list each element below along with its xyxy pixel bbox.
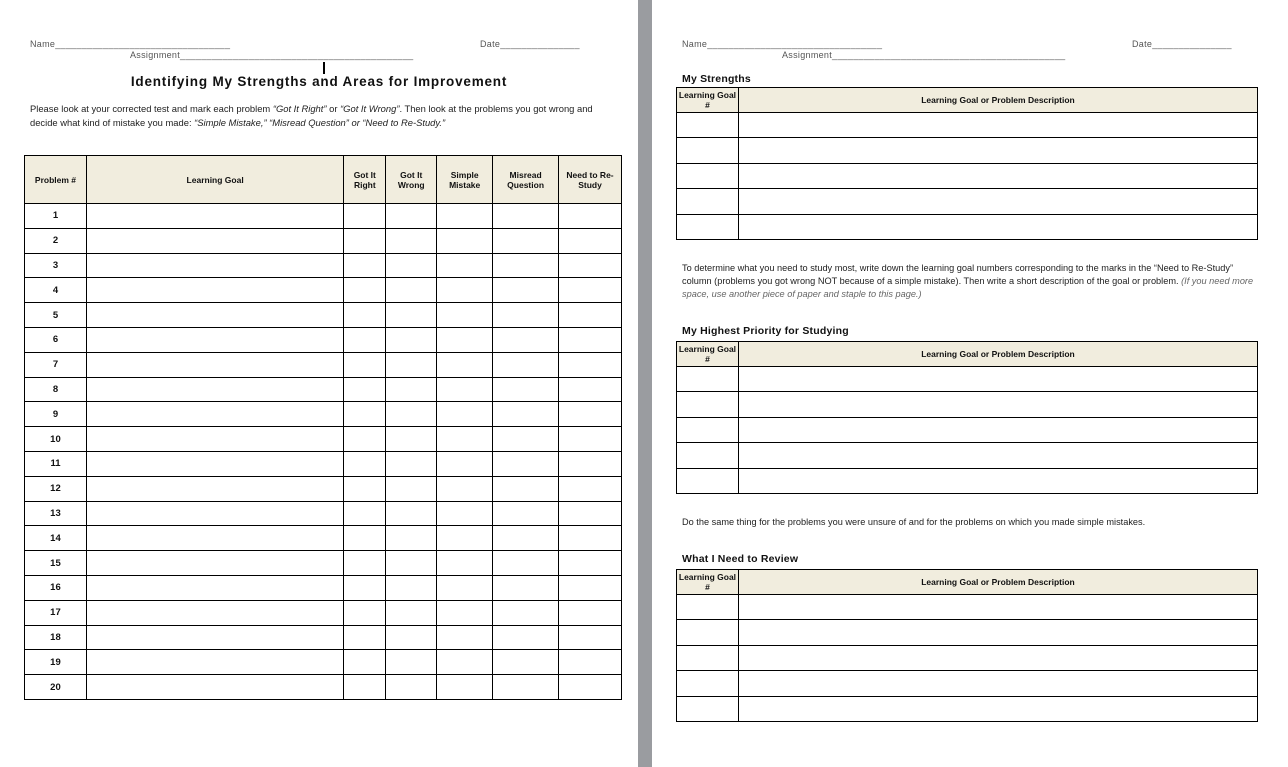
got-it-right-cell[interactable] xyxy=(344,625,386,650)
learning-goal-cell[interactable] xyxy=(86,377,343,402)
learning-goal-cell[interactable] xyxy=(86,675,343,700)
got-it-wrong-cell[interactable] xyxy=(386,451,437,476)
misread-question-cell[interactable] xyxy=(493,228,559,253)
header-got-it-right: Got It Right xyxy=(344,156,386,204)
got-it-wrong-cell[interactable] xyxy=(386,377,437,402)
simple-mistake-cell[interactable] xyxy=(437,253,493,278)
strengths-title: My Strengths xyxy=(682,73,751,85)
problem-row xyxy=(25,551,622,576)
learning-goal-cell[interactable] xyxy=(86,352,343,377)
need-to-re-study-cell[interactable] xyxy=(559,303,622,328)
simple-mistake-cell[interactable] xyxy=(437,303,493,328)
problem-number: 20 xyxy=(25,675,87,700)
header-simple-mistake: Simple Mistake xyxy=(437,156,493,204)
got-it-wrong-cell[interactable] xyxy=(386,402,437,427)
learning-goal-cell[interactable] xyxy=(86,278,343,303)
learning-goal-cell[interactable] xyxy=(86,501,343,526)
goal-number-cell[interactable] xyxy=(677,620,739,645)
got-it-wrong-cell[interactable] xyxy=(386,303,437,328)
goal-description-cell[interactable] xyxy=(738,138,1257,163)
problem-number: 5 xyxy=(25,303,87,328)
goal-number-cell[interactable] xyxy=(677,696,739,721)
got-it-right-cell[interactable] xyxy=(344,675,386,700)
problem-row xyxy=(25,501,622,526)
goal-number-cell[interactable] xyxy=(677,392,739,417)
problem-row xyxy=(25,278,622,303)
header-goal-description: Learning Goal or Problem Description xyxy=(738,342,1257,367)
goal-number-cell[interactable] xyxy=(677,113,739,138)
problem-number: 11 xyxy=(25,451,87,476)
table-row xyxy=(677,443,1258,468)
goal-description-cell[interactable] xyxy=(738,468,1257,493)
table-row xyxy=(677,214,1258,239)
problem-number: 15 xyxy=(25,551,87,576)
instructions: Please look at your corrected test and mark each problem “Got It Right” or “Got It Wrong”. Then look at the problems you got wrong and decide what kind of mistake you made: “Simple Mistake,” “Misread Question” or “Need to Re-Study.” xyxy=(30,103,593,128)
problem-table-header xyxy=(25,156,622,204)
need-to-re-study-cell[interactable] xyxy=(559,327,622,352)
simple-mistake-cell[interactable] xyxy=(437,526,493,551)
problem-row xyxy=(25,253,622,278)
review-table-header xyxy=(677,570,1258,595)
got-it-wrong-cell[interactable] xyxy=(386,427,437,452)
problem-row xyxy=(25,675,622,700)
strengths-table xyxy=(676,87,1258,240)
problem-number: 6 xyxy=(25,327,87,352)
header-problem-number: Problem # xyxy=(25,156,87,204)
problem-row xyxy=(25,377,622,402)
header-need-to-re-study: Need to Re-Study xyxy=(559,156,622,204)
header-misread-question: Misread Question xyxy=(493,156,559,204)
problem-row xyxy=(25,650,622,675)
got-it-right-cell[interactable] xyxy=(344,204,386,229)
problem-number: 1 xyxy=(25,204,87,229)
learning-goal-cell[interactable] xyxy=(86,650,343,675)
goal-number-cell[interactable] xyxy=(677,417,739,442)
need-to-re-study-cell[interactable] xyxy=(559,451,622,476)
got-it-right-cell[interactable] xyxy=(344,278,386,303)
goal-description-cell[interactable] xyxy=(738,392,1257,417)
simple-mistake-cell[interactable] xyxy=(437,278,493,303)
misread-question-cell[interactable] xyxy=(493,575,559,600)
misread-question-cell[interactable] xyxy=(493,551,559,576)
problem-row xyxy=(25,526,622,551)
table-row xyxy=(677,367,1258,392)
simple-mistake-cell[interactable] xyxy=(437,377,493,402)
simple-mistake-cell[interactable] xyxy=(437,427,493,452)
got-it-wrong-cell[interactable] xyxy=(386,526,437,551)
review-table xyxy=(676,569,1258,722)
got-it-wrong-cell[interactable] xyxy=(386,625,437,650)
need-to-re-study-cell[interactable] xyxy=(559,253,622,278)
goal-number-cell[interactable] xyxy=(677,189,739,214)
goal-number-cell[interactable] xyxy=(677,163,739,188)
got-it-wrong-cell[interactable] xyxy=(386,650,437,675)
misread-question-cell[interactable] xyxy=(493,625,559,650)
simple-mistake-cell[interactable] xyxy=(437,551,493,576)
header-learning-goal-number: Learning Goal # xyxy=(677,570,739,595)
table-row xyxy=(677,696,1258,721)
simple-mistake-cell[interactable] xyxy=(437,501,493,526)
need-to-re-study-cell[interactable] xyxy=(559,352,622,377)
problem-row xyxy=(25,327,622,352)
problem-number: 10 xyxy=(25,427,87,452)
misread-question-cell[interactable] xyxy=(493,600,559,625)
simple-mistake-cell[interactable] xyxy=(437,476,493,501)
simple-mistake-cell[interactable] xyxy=(437,675,493,700)
got-it-wrong-cell[interactable] xyxy=(386,352,437,377)
learning-goal-cell[interactable] xyxy=(86,600,343,625)
goal-description-cell[interactable] xyxy=(738,214,1257,239)
goal-description-cell[interactable] xyxy=(738,367,1257,392)
learning-goal-cell[interactable] xyxy=(86,427,343,452)
header-learning-goal: Learning Goal xyxy=(86,156,343,204)
table-row xyxy=(677,163,1258,188)
goal-description-cell[interactable] xyxy=(738,696,1257,721)
need-to-re-study-cell[interactable] xyxy=(559,526,622,551)
problem-number: 16 xyxy=(25,575,87,600)
goal-number-cell[interactable] xyxy=(677,468,739,493)
problem-row xyxy=(25,228,622,253)
misread-question-cell[interactable] xyxy=(493,327,559,352)
table-row xyxy=(677,671,1258,696)
problem-number: 7 xyxy=(25,352,87,377)
goal-number-cell[interactable] xyxy=(677,138,739,163)
simple-mistake-cell[interactable] xyxy=(437,451,493,476)
table-row xyxy=(677,417,1258,442)
problem-number: 3 xyxy=(25,253,87,278)
goal-description-cell[interactable] xyxy=(738,645,1257,670)
misread-question-cell[interactable] xyxy=(493,253,559,278)
got-it-wrong-cell[interactable] xyxy=(386,675,437,700)
header-learning-goal-number: Learning Goal # xyxy=(677,88,739,113)
date-field-label: Date_______________ xyxy=(1132,39,1232,49)
problem-row xyxy=(25,625,622,650)
priority-table-header xyxy=(677,342,1258,367)
misread-question-cell[interactable] xyxy=(493,427,559,452)
priority-table xyxy=(676,341,1258,494)
problem-number: 2 xyxy=(25,228,87,253)
got-it-right-cell[interactable] xyxy=(344,476,386,501)
simple-mistake-cell[interactable] xyxy=(437,650,493,675)
learning-goal-cell[interactable] xyxy=(86,204,343,229)
need-to-re-study-cell[interactable] xyxy=(559,204,622,229)
goal-description-cell[interactable] xyxy=(738,113,1257,138)
learning-goal-cell[interactable] xyxy=(86,327,343,352)
got-it-right-cell[interactable] xyxy=(344,427,386,452)
learning-goal-cell[interactable] xyxy=(86,253,343,278)
problem-row xyxy=(25,451,622,476)
misread-question-cell[interactable] xyxy=(493,526,559,551)
goal-number-cell[interactable] xyxy=(677,671,739,696)
goal-description-cell[interactable] xyxy=(738,595,1257,620)
problem-number: 9 xyxy=(25,402,87,427)
got-it-wrong-cell[interactable] xyxy=(386,476,437,501)
got-it-right-cell[interactable] xyxy=(344,526,386,551)
got-it-wrong-cell[interactable] xyxy=(386,600,437,625)
date-field-label: Date_______________ xyxy=(480,39,580,49)
misread-question-cell[interactable] xyxy=(493,303,559,328)
need-to-re-study-cell[interactable] xyxy=(559,427,622,452)
goal-number-cell[interactable] xyxy=(677,214,739,239)
simple-mistake-cell[interactable] xyxy=(437,625,493,650)
learning-goal-cell[interactable] xyxy=(86,625,343,650)
got-it-right-cell[interactable] xyxy=(344,650,386,675)
problem-row xyxy=(25,303,622,328)
learning-goal-cell[interactable] xyxy=(86,228,343,253)
simple-mistake-cell[interactable] xyxy=(437,352,493,377)
problem-number: 17 xyxy=(25,600,87,625)
instructions-paragraph-1: To determine what you need to study most, write down the learning goal numbers corresponding to the marks in the “Need to Re-Study” column (problems you got wrong NOT because of a simple mistake). Then write a short description of the goal or problem. (If you need more space, use another piece of paper and staple to this page.) xyxy=(682,263,1254,299)
need-to-re-study-cell[interactable] xyxy=(559,476,622,501)
header-goal-description: Learning Goal or Problem Description xyxy=(738,570,1257,595)
problem-row xyxy=(25,352,622,377)
problem-row xyxy=(25,427,622,452)
header-got-it-wrong: Got It Wrong xyxy=(386,156,437,204)
need-to-re-study-cell[interactable] xyxy=(559,600,622,625)
got-it-right-cell[interactable] xyxy=(344,451,386,476)
got-it-right-cell[interactable] xyxy=(344,228,386,253)
got-it-wrong-cell[interactable] xyxy=(386,228,437,253)
strengths-table-header xyxy=(677,88,1258,113)
page-title: Identifying My Strengths and Areas for Improvement xyxy=(130,74,508,89)
misread-question-cell[interactable] xyxy=(493,377,559,402)
assignment-field-label: Assignment____________________________________________ xyxy=(130,50,414,60)
right-page xyxy=(652,0,1288,767)
review-title: What I Need to Review xyxy=(682,553,799,565)
goal-description-cell[interactable] xyxy=(738,443,1257,468)
need-to-re-study-cell[interactable] xyxy=(559,501,622,526)
misread-question-cell[interactable] xyxy=(493,451,559,476)
got-it-right-cell[interactable] xyxy=(344,303,386,328)
problem-number: 12 xyxy=(25,476,87,501)
problem-number: 18 xyxy=(25,625,87,650)
priority-title: My Highest Priority for Studying xyxy=(682,325,849,337)
need-to-re-study-cell[interactable] xyxy=(559,551,622,576)
learning-goal-cell[interactable] xyxy=(86,402,343,427)
goal-number-cell[interactable] xyxy=(677,595,739,620)
got-it-wrong-cell[interactable] xyxy=(386,278,437,303)
misread-question-cell[interactable] xyxy=(493,675,559,700)
need-to-re-study-cell[interactable] xyxy=(559,402,622,427)
got-it-right-cell[interactable] xyxy=(344,253,386,278)
need-to-re-study-cell[interactable] xyxy=(559,675,622,700)
misread-question-cell[interactable] xyxy=(493,352,559,377)
got-it-right-cell[interactable] xyxy=(344,600,386,625)
misread-question-cell[interactable] xyxy=(493,402,559,427)
problem-number: 13 xyxy=(25,501,87,526)
misread-question-cell[interactable] xyxy=(493,501,559,526)
problem-row xyxy=(25,575,622,600)
got-it-right-cell[interactable] xyxy=(344,551,386,576)
left-page xyxy=(0,0,638,767)
goal-description-cell[interactable] xyxy=(738,163,1257,188)
problem-number: 19 xyxy=(25,650,87,675)
misread-question-cell[interactable] xyxy=(493,476,559,501)
simple-mistake-cell[interactable] xyxy=(437,575,493,600)
got-it-right-cell[interactable] xyxy=(344,377,386,402)
simple-mistake-cell[interactable] xyxy=(437,204,493,229)
goal-description-cell[interactable] xyxy=(738,189,1257,214)
need-to-re-study-cell[interactable] xyxy=(559,278,622,303)
problem-number: 4 xyxy=(25,278,87,303)
problem-row xyxy=(25,402,622,427)
got-it-right-cell[interactable] xyxy=(344,327,386,352)
problem-number: 8 xyxy=(25,377,87,402)
text-cursor xyxy=(323,62,325,74)
goal-description-cell[interactable] xyxy=(738,620,1257,645)
simple-mistake-cell[interactable] xyxy=(437,327,493,352)
problem-row xyxy=(25,204,622,229)
learning-goal-cell[interactable] xyxy=(86,526,343,551)
name-field-label: Name_________________________________ xyxy=(682,39,883,49)
learning-goal-cell[interactable] xyxy=(86,451,343,476)
goal-number-cell[interactable] xyxy=(677,443,739,468)
got-it-wrong-cell[interactable] xyxy=(386,575,437,600)
table-row xyxy=(677,138,1258,163)
got-it-wrong-cell[interactable] xyxy=(386,204,437,229)
page-gutter xyxy=(638,0,652,767)
misread-question-cell[interactable] xyxy=(493,204,559,229)
goal-number-cell[interactable] xyxy=(677,645,739,670)
problem-row xyxy=(25,600,622,625)
table-row xyxy=(677,189,1258,214)
got-it-wrong-cell[interactable] xyxy=(386,327,437,352)
misread-question-cell[interactable] xyxy=(493,278,559,303)
table-row xyxy=(677,595,1258,620)
got-it-right-cell[interactable] xyxy=(344,352,386,377)
got-it-wrong-cell[interactable] xyxy=(386,501,437,526)
header-learning-goal-number: Learning Goal # xyxy=(677,342,739,367)
simple-mistake-cell[interactable] xyxy=(437,600,493,625)
problem-table xyxy=(24,155,622,700)
learning-goal-cell[interactable] xyxy=(86,551,343,576)
problem-number: 14 xyxy=(25,526,87,551)
header-goal-description: Learning Goal or Problem Description xyxy=(738,88,1257,113)
goal-number-cell[interactable] xyxy=(677,367,739,392)
assignment-field-label: Assignment____________________________________________ xyxy=(782,50,1066,60)
need-to-re-study-cell[interactable] xyxy=(559,377,622,402)
table-row xyxy=(677,645,1258,670)
got-it-right-cell[interactable] xyxy=(344,402,386,427)
misread-question-cell[interactable] xyxy=(493,650,559,675)
need-to-re-study-cell[interactable] xyxy=(559,228,622,253)
need-to-re-study-cell[interactable] xyxy=(559,625,622,650)
table-row xyxy=(677,392,1258,417)
got-it-wrong-cell[interactable] xyxy=(386,551,437,576)
goal-description-cell[interactable] xyxy=(738,671,1257,696)
name-field-label: Name_________________________________ xyxy=(30,39,231,49)
table-row xyxy=(677,113,1258,138)
got-it-wrong-cell[interactable] xyxy=(386,253,437,278)
simple-mistake-cell[interactable] xyxy=(437,402,493,427)
learning-goal-cell[interactable] xyxy=(86,303,343,328)
goal-description-cell[interactable] xyxy=(738,417,1257,442)
learning-goal-cell[interactable] xyxy=(86,476,343,501)
table-row xyxy=(677,468,1258,493)
problem-row xyxy=(25,476,622,501)
need-to-re-study-cell[interactable] xyxy=(559,650,622,675)
got-it-right-cell[interactable] xyxy=(344,575,386,600)
got-it-right-cell[interactable] xyxy=(344,501,386,526)
instructions-paragraph-2: Do the same thing for the problems you were unsure of and for the problems on which you made simple mistakes. xyxy=(682,517,1146,527)
need-to-re-study-cell[interactable] xyxy=(559,575,622,600)
learning-goal-cell[interactable] xyxy=(86,575,343,600)
simple-mistake-cell[interactable] xyxy=(437,228,493,253)
table-row xyxy=(677,620,1258,645)
